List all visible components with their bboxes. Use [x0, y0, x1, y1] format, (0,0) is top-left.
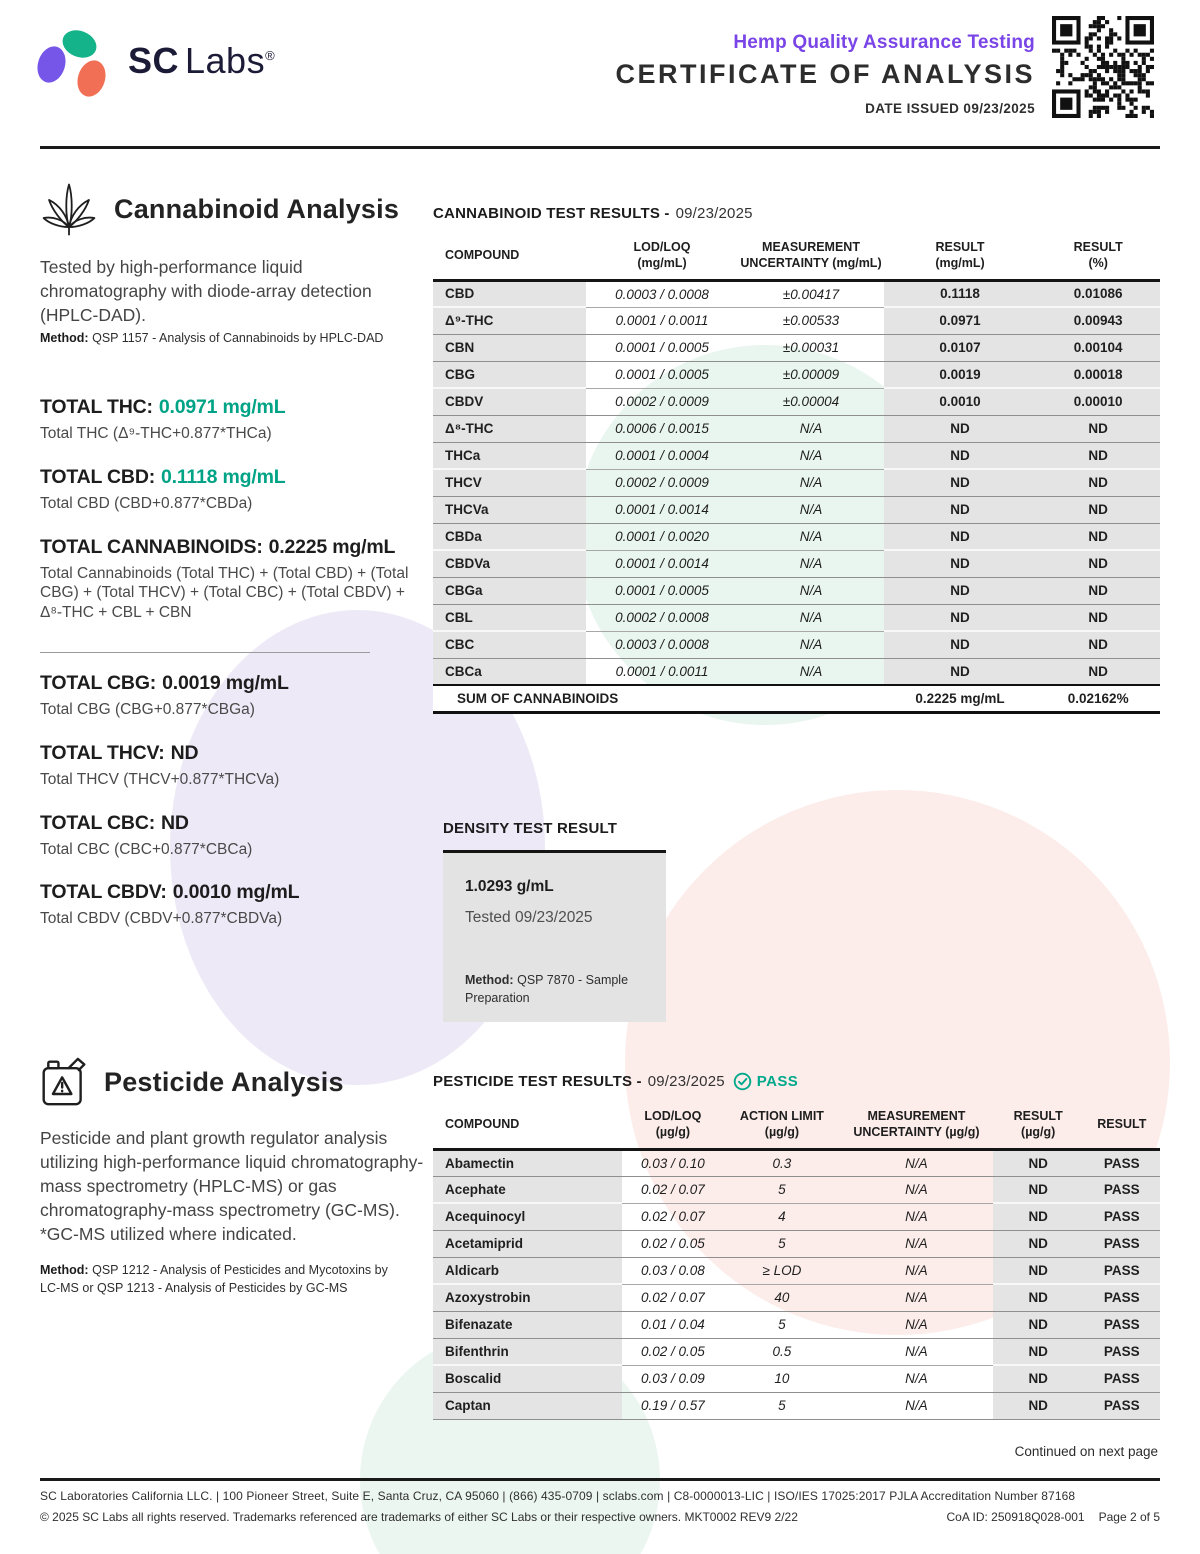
pesticide-note: *GC-MS utilized where indicated. — [40, 1224, 297, 1244]
table-cell: ND — [993, 1176, 1084, 1203]
table-cell: 5 — [724, 1230, 840, 1257]
table-cell: ND — [1036, 577, 1160, 604]
table-cell: ND — [884, 631, 1037, 658]
coa-id: CoA ID: 250918Q028-001 — [946, 1510, 1085, 1524]
column-header: ACTION LIMIT (µg/g) — [724, 1104, 840, 1149]
table-cell: CBC — [433, 631, 586, 658]
table-cell: Aldicarb — [433, 1257, 622, 1284]
table-cell: 5 — [724, 1392, 840, 1419]
table-cell: CBDa — [433, 523, 586, 550]
table-cell: Captan — [433, 1392, 622, 1419]
table-cell: CBDV — [433, 388, 586, 415]
table-cell: 5 — [724, 1311, 840, 1338]
table-cell: CBG — [433, 361, 586, 388]
table-cell: N/A — [738, 523, 883, 550]
column-header: RESULT (mg/mL) — [884, 235, 1037, 280]
table-cell: 0.00010 — [1036, 388, 1160, 415]
cannabinoid-section-header — [40, 180, 399, 238]
pesticide-container-icon — [40, 1056, 88, 1108]
table-cell: ND — [1036, 469, 1160, 496]
column-header: MEASUREMENT UNCERTAINTY (µg/g) — [840, 1104, 993, 1149]
table-row — [433, 604, 1160, 631]
table-row — [433, 1230, 1160, 1257]
table-cell: ND — [993, 1338, 1084, 1365]
footer — [40, 1489, 1160, 1524]
table-cell: N/A — [840, 1203, 993, 1230]
table-row — [433, 550, 1160, 577]
table-cell: 0.02 / 0.05 — [622, 1230, 724, 1257]
table-cell: 0.0001 / 0.0011 — [586, 307, 739, 334]
table-cell: ≥ LOD — [724, 1257, 840, 1284]
total-block — [40, 396, 412, 444]
table-cell: N/A — [840, 1311, 993, 1338]
total-label: TOTAL CBDV: 0.0010 mg/mL — [40, 881, 300, 904]
table-cell: 5 — [724, 1176, 840, 1203]
table-row — [433, 496, 1160, 523]
section-title: Pesticide Analysis — [104, 1066, 344, 1097]
table-cell: 0.0019 — [884, 361, 1037, 388]
table-cell: CBCa — [433, 658, 586, 685]
table-cell: 0.0001 / 0.0011 — [586, 658, 739, 685]
table-row — [433, 361, 1160, 388]
cannabinoid-analysis-panel — [40, 180, 438, 950]
table-cell: ND — [1036, 658, 1160, 685]
table-cell: ND — [1036, 523, 1160, 550]
table-cell: Δ⁸-THC — [433, 415, 586, 442]
table-cell: ND — [1036, 604, 1160, 631]
table-cell: PASS — [1084, 1392, 1160, 1419]
table-cell: N/A — [840, 1176, 993, 1203]
table-cell: ND — [884, 415, 1037, 442]
table-cell: PASS — [1084, 1338, 1160, 1365]
column-header: LOD/LOQ (mg/mL) — [586, 235, 739, 280]
table-row — [433, 1149, 1160, 1176]
table-cell: N/A — [738, 415, 883, 442]
density-result-block — [443, 820, 666, 1022]
table-cell: 0.03 / 0.09 — [622, 1365, 724, 1392]
table-cell: CBL — [433, 604, 586, 631]
table-cell: ND — [884, 658, 1037, 685]
table-cell: PASS — [1084, 1203, 1160, 1230]
table-cell: CBGa — [433, 577, 586, 604]
table-row — [433, 415, 1160, 442]
footer-divider — [40, 1478, 1160, 1481]
table-cell: 0.0001 / 0.0005 — [586, 361, 739, 388]
table-cell: Abamectin — [433, 1149, 622, 1176]
table-row — [433, 1338, 1160, 1365]
table-cell: ND — [884, 442, 1037, 469]
sum-result-pct: 0.02162% — [1036, 685, 1160, 712]
table-cell: Bifenazate — [433, 1311, 622, 1338]
pass-status: PASS — [756, 1073, 799, 1090]
table-cell: Azoxystrobin — [433, 1284, 622, 1311]
table-cell: ND — [993, 1284, 1084, 1311]
column-header: LOD/LOQ (µg/g) — [622, 1104, 724, 1149]
table-cell: Acetamiprid — [433, 1230, 622, 1257]
table-cell: N/A — [840, 1365, 993, 1392]
total-formula: Total CBC (CBC+0.877*CBCa) — [40, 840, 253, 858]
total-formula: Total THCV (THCV+0.877*THCVa) — [40, 770, 280, 788]
table-cell: 0.0002 / 0.0008 — [586, 604, 739, 631]
footer-copyright: © 2025 SC Labs all rights reserved. Trademarks referenced are trademarks of either SC Labs or their respective owners. MKT0002 REV9 2/22 — [40, 1510, 798, 1524]
sc-labs-logo — [38, 28, 298, 98]
total-value: ND — [161, 811, 189, 834]
table-cell: Acephate — [433, 1176, 622, 1203]
table-cell: ND — [993, 1392, 1084, 1419]
total-formula: Total CBDV (CBDV+0.877*CBDVa) — [40, 910, 283, 928]
table-cell: ND — [884, 604, 1037, 631]
table-cell: ND — [1036, 496, 1160, 523]
table-row — [433, 1392, 1160, 1419]
table-cell: N/A — [738, 550, 883, 577]
table-cell: PASS — [1084, 1149, 1160, 1176]
column-header: COMPOUND — [433, 235, 586, 280]
column-header: RESULT — [1084, 1104, 1160, 1149]
table-cell: PASS — [1084, 1257, 1160, 1284]
table-cell: ND — [1036, 631, 1160, 658]
table-row — [433, 307, 1160, 334]
table-cell: PASS — [1084, 1230, 1160, 1257]
table-row — [433, 1203, 1160, 1230]
table-cell: ±0.00533 — [738, 307, 883, 334]
table-cell: ND — [993, 1230, 1084, 1257]
table-cell: ND — [884, 550, 1037, 577]
table-cell: ND — [1036, 415, 1160, 442]
table-cell: ND — [884, 496, 1037, 523]
table-cell: ±0.00031 — [738, 334, 883, 361]
total-value: ND — [170, 741, 199, 764]
totals-divider — [40, 652, 370, 653]
qr-code — [1052, 16, 1154, 118]
table-cell: 0.01 / 0.04 — [622, 1311, 724, 1338]
table-cell: 0.0971 — [884, 307, 1037, 334]
table-row — [433, 280, 1160, 307]
table-cell: N/A — [738, 577, 883, 604]
table-cell: 0.01086 — [1036, 280, 1160, 307]
table-cell: PASS — [1084, 1176, 1160, 1203]
logo-petals-icon — [38, 30, 106, 98]
total-value: 0.0010 mg/mL — [172, 881, 300, 904]
certificate-title: CERTIFICATE OF ANALYSIS — [615, 59, 1035, 89]
table-cell: ND — [884, 523, 1037, 550]
table-cell: ±0.00009 — [738, 361, 883, 388]
table-cell: ND — [884, 577, 1037, 604]
total-label: TOTAL CBD: 0.1118 mg/mL — [40, 465, 286, 488]
table-cell: ND — [993, 1203, 1084, 1230]
table-cell: 0.0001 / 0.0020 — [586, 523, 739, 550]
table-cell: N/A — [840, 1230, 993, 1257]
cannabinoid-totals-primary — [40, 396, 412, 645]
table-cell: N/A — [738, 631, 883, 658]
table-cell: 0.02 / 0.07 — [622, 1176, 724, 1203]
logo-wordmark: SC Labs® — [128, 40, 276, 81]
table-row — [433, 469, 1160, 496]
total-block — [40, 812, 299, 860]
total-label: TOTAL THC: 0.0971 mg/mL — [40, 396, 286, 418]
continued-note: Continued on next page — [1014, 1444, 1158, 1459]
header-title-block — [515, 32, 1035, 116]
table-row — [433, 658, 1160, 685]
table-cell: 0.0010 — [884, 388, 1037, 415]
table-cell: THCa — [433, 442, 586, 469]
footer-lab-info: SC Laboratories California LLC. | 100 Pioneer Street, Suite E, Santa Cruz, CA 95060 | (866) 435-0709 | sclabs.com | C8-0000013-LIC | ISO/IES 17025:2017 PJLA Accreditation Number 87168 — [40, 1489, 1076, 1503]
total-label: TOTAL CBG: 0.0019 mg/mL — [40, 672, 289, 694]
table-cell: N/A — [840, 1338, 993, 1365]
table-cell: 0.0002 / 0.0009 — [586, 469, 739, 496]
cannabinoid-method: Method: QSP 1157 - Analysis of Cannabinoids by HPLC-DAD — [40, 331, 384, 345]
total-block — [40, 536, 412, 623]
date-issued: DATE ISSUED 09/23/2025 — [865, 101, 1035, 116]
table-cell: 0.03 / 0.08 — [622, 1257, 724, 1284]
total-formula: Total Cannabinoids (Total THC) + (Total CBD) + (Total CBG) + (Total THCV) + (Total CBC) + (Total CBDV) + Δ⁸-THC + CBL + CBN — [40, 564, 409, 622]
density-tested-date: Tested 09/23/2025 — [465, 909, 593, 926]
page-number: Page 2 of 5 — [1098, 1510, 1160, 1524]
table-cell: N/A — [738, 658, 883, 685]
table-cell: 0.00018 — [1036, 361, 1160, 388]
table-cell: PASS — [1084, 1311, 1160, 1338]
table-cell: ND — [884, 469, 1037, 496]
table-cell: ±0.00004 — [738, 388, 883, 415]
cannabinoid-results-table — [433, 235, 1160, 714]
density-title: DENSITY TEST RESULT — [443, 820, 618, 837]
table-cell: PASS — [1084, 1284, 1160, 1311]
column-header: COMPOUND — [433, 1104, 622, 1149]
sum-result-mg: 0.2225 mg/mL — [884, 685, 1037, 712]
table-cell: 0.0001 / 0.0004 — [586, 442, 739, 469]
table-cell: ±0.00417 — [782, 286, 840, 302]
table-cell: 0.0003 / 0.0008 — [615, 286, 709, 302]
total-label: TOTAL CBC: ND — [40, 811, 189, 834]
table-cell: 4 — [724, 1203, 840, 1230]
table-cell: Boscalid — [433, 1365, 622, 1392]
total-value: 0.2225 mg/mL — [268, 535, 396, 558]
table-row — [433, 388, 1160, 415]
check-circle-icon — [733, 1072, 752, 1091]
pesticide-results-table — [433, 1104, 1160, 1420]
table-cell: N/A — [840, 1392, 993, 1419]
table-cell: Bifenthrin — [433, 1338, 622, 1365]
pesticide-description: Pesticide and plant growth regulator analysis utilizing high-performance liquid chromatography-mass spectrometry (HPLC-MS) or gas chromatography-mass spectrometry (GC-MS). — [40, 1128, 424, 1220]
table-cell: 0.03 / 0.10 — [640, 1155, 705, 1171]
table-cell: 0.0002 / 0.0009 — [586, 388, 739, 415]
table-cell: PASS — [1084, 1365, 1160, 1392]
table-row — [433, 442, 1160, 469]
table-cell: CBD — [433, 280, 586, 307]
cannabinoid-results-title: CANNABINOID TEST RESULTS - 09/23/2025 — [433, 205, 753, 222]
sum-label: SUM OF CANNABINOIDS — [433, 685, 884, 712]
table-cell: 0.3 — [772, 1155, 792, 1171]
table-row — [433, 523, 1160, 550]
table-cell: N/A — [738, 442, 883, 469]
sum-row — [433, 685, 1160, 712]
total-formula: Total THC (Δ⁹-THC+0.877*THCa) — [40, 425, 272, 442]
table-cell: 0.00104 — [1036, 334, 1160, 361]
table-row — [433, 1311, 1160, 1338]
column-header: MEASUREMENT UNCERTAINTY (mg/mL) — [738, 235, 883, 280]
table-cell: ND — [993, 1149, 1084, 1176]
table-cell: ND — [993, 1311, 1084, 1338]
table-cell: 0.5 — [724, 1338, 840, 1365]
table-cell: N/A — [905, 1155, 928, 1171]
total-value: 0.0019 mg/mL — [162, 672, 289, 694]
table-cell: 0.0001 / 0.0014 — [586, 550, 739, 577]
density-method: Method: QSP 7870 - Sample Preparation — [465, 973, 629, 1006]
table-row — [433, 334, 1160, 361]
density-box — [443, 850, 666, 1022]
column-header: RESULT (µg/g) — [993, 1104, 1084, 1149]
pass-badge — [733, 1072, 798, 1091]
table-cell: 40 — [724, 1284, 840, 1311]
table-cell: N/A — [840, 1257, 993, 1284]
table-row — [433, 1257, 1160, 1284]
pesticide-results-block — [433, 1072, 1160, 1420]
table-cell: 0.0001 / 0.0005 — [586, 577, 739, 604]
table-cell: N/A — [840, 1284, 993, 1311]
footer-legal-row — [40, 1510, 1160, 1524]
total-block — [40, 881, 299, 929]
table-row — [433, 577, 1160, 604]
table-cell: 0.00943 — [1036, 307, 1160, 334]
table-cell: ND — [993, 1257, 1084, 1284]
table-row — [433, 1176, 1160, 1203]
table-cell: 0.02 / 0.07 — [622, 1203, 724, 1230]
table-cell: 0.02 / 0.07 — [622, 1284, 724, 1311]
table-cell: 0.0006 / 0.0015 — [586, 415, 739, 442]
table-row — [433, 1284, 1160, 1311]
table-cell: 0.0107 — [884, 334, 1037, 361]
table-cell: 10 — [724, 1365, 840, 1392]
table-cell: THCVa — [433, 496, 586, 523]
pesticide-results-title: PESTICIDE TEST RESULTS - 09/23/2025 PASS — [433, 1073, 799, 1090]
table-cell: 0.0003 / 0.0008 — [586, 631, 739, 658]
table-cell: 0.19 / 0.57 — [622, 1392, 724, 1419]
total-label: TOTAL THCV: ND — [40, 741, 199, 764]
table-cell: N/A — [738, 469, 883, 496]
table-cell: ND — [993, 1365, 1084, 1392]
column-header: RESULT (%) — [1036, 235, 1160, 280]
pesticide-method: Method: QSP 1212 - Analysis of Pesticides and Mycotoxins by LC-MS or QSP 1213 - Analysis of Pesticides by GC-MS — [40, 1263, 388, 1295]
table-row — [433, 631, 1160, 658]
table-cell: ND — [1036, 442, 1160, 469]
table-cell: N/A — [738, 496, 883, 523]
header-divider — [40, 146, 1160, 149]
table-cell: Acequinocyl — [433, 1203, 622, 1230]
total-label: TOTAL CANNABINOIDS: 0.2225 mg/mL — [40, 535, 396, 558]
table-cell: 0.1118 — [884, 280, 1037, 307]
table-cell: 0.02 / 0.05 — [622, 1338, 724, 1365]
total-block — [40, 672, 299, 720]
table-cell: 0.0001 / 0.0005 — [586, 334, 739, 361]
section-title: Cannabinoid Analysis — [114, 193, 400, 224]
total-block — [40, 466, 412, 514]
total-value: 0.1118 mg/mL — [161, 465, 286, 488]
cannabinoid-totals-secondary — [40, 672, 299, 951]
cannabis-leaf-icon — [40, 180, 98, 238]
table-row — [433, 1365, 1160, 1392]
table-cell: 0.0001 / 0.0014 — [586, 496, 739, 523]
table-cell: ND — [1036, 550, 1160, 577]
pesticide-analysis-panel — [40, 1056, 440, 1326]
cannabinoid-results-block — [433, 205, 1160, 714]
table-cell: Δ⁹-THC — [433, 307, 586, 334]
table-cell: CBDVa — [433, 550, 586, 577]
cannabinoid-description: Tested by high-performance liquid chromatography with diode-array detection (HPLC-DAD). — [40, 257, 372, 325]
total-block — [40, 742, 299, 790]
table-cell: CBN — [433, 334, 586, 361]
table-cell: N/A — [738, 604, 883, 631]
total-formula: Total CBG (CBG+0.877*CBGa) — [40, 701, 255, 718]
pesticide-section-header — [40, 1056, 344, 1108]
density-value: 1.0293 g/mL — [465, 878, 554, 895]
program-title: Hemp Quality Assurance Testing — [733, 32, 1035, 53]
table-cell: THCV — [433, 469, 586, 496]
total-formula: Total CBD (CBD+0.877*CBDa) — [40, 494, 253, 512]
total-value: 0.0971 mg/mL — [158, 396, 286, 418]
